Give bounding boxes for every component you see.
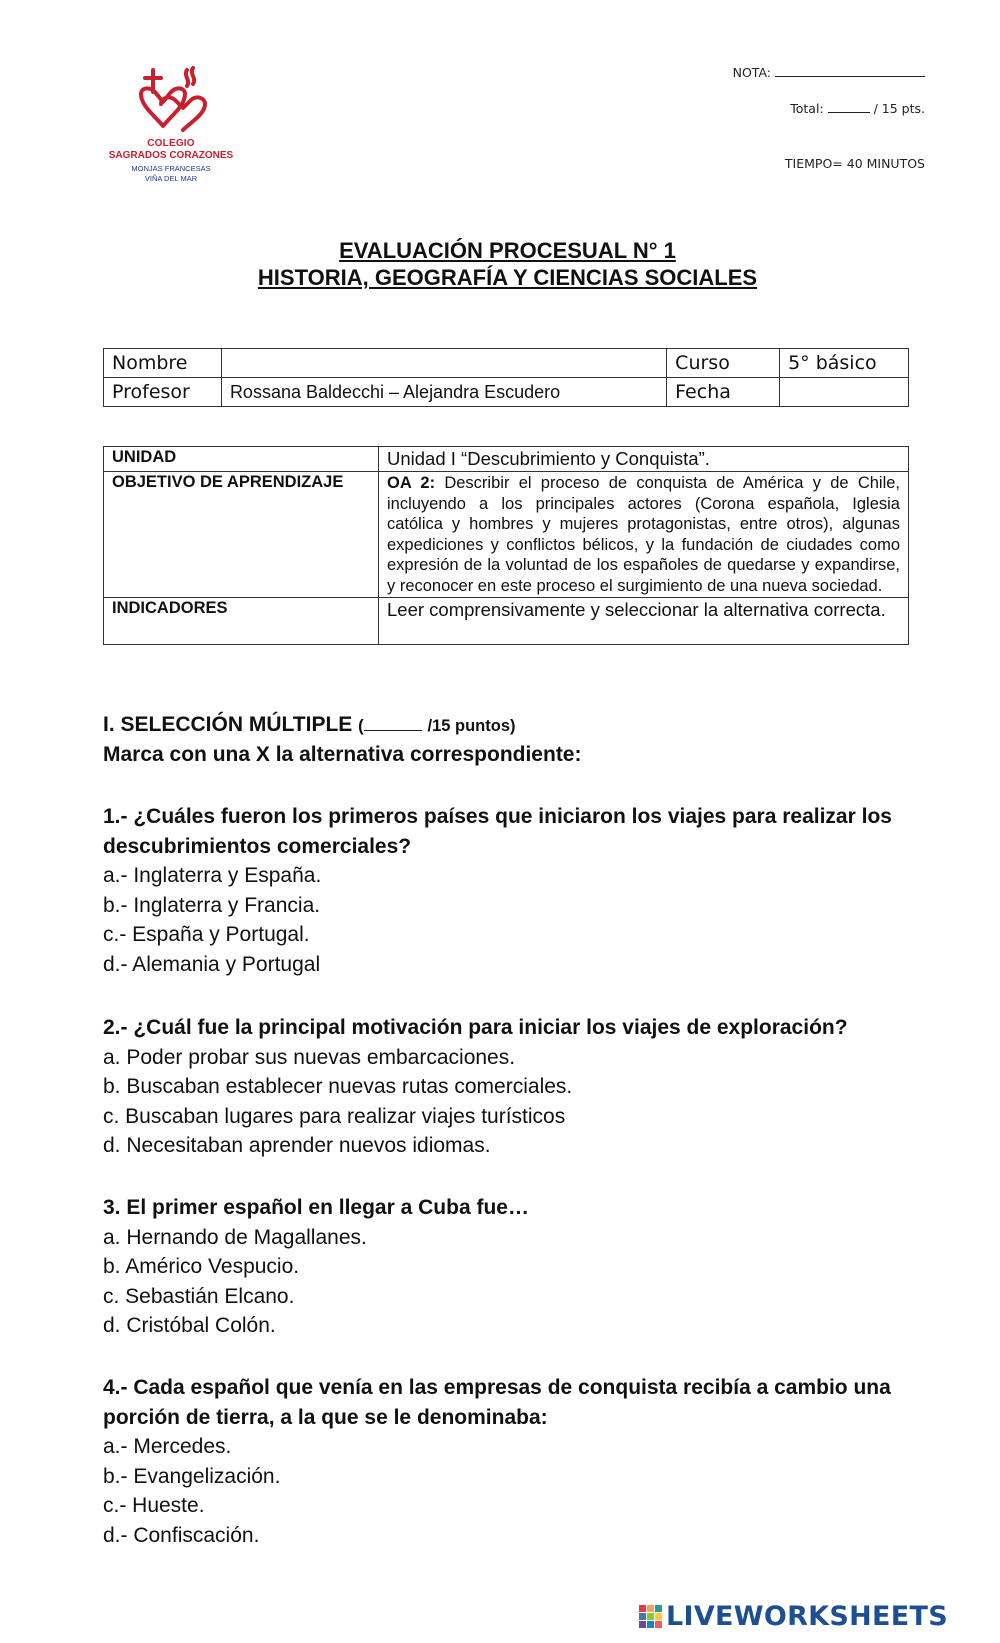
logo-line-school-name: SAGRADOS CORAZONES	[108, 150, 234, 161]
school-logo	[104, 62, 238, 194]
option-c[interactable]: c.- Hueste.	[103, 1494, 205, 1517]
fecha-label: Fecha	[667, 378, 780, 407]
objetivo-label: OBJETIVO DE APRENDIZAJE	[104, 472, 379, 598]
option-a[interactable]: a.- Mercedes.	[103, 1435, 232, 1458]
section-score-open: (	[358, 717, 364, 735]
nombre-field[interactable]	[221, 349, 666, 378]
logo-line-order: MONJAS FRANCESAS	[131, 164, 211, 173]
option-c[interactable]: c. Sebastián Elcano.	[103, 1284, 295, 1308]
learning-objectives-table	[103, 446, 909, 645]
fecha-field[interactable]	[780, 378, 909, 407]
profesor-value: Rossana Baldecchi – Alejandra Escudero	[221, 378, 666, 407]
student-info-table	[103, 348, 909, 407]
option-d[interactable]: d.- Alemania y Portugal	[103, 952, 321, 976]
question-text: 1.- ¿Cuáles fueron los primeros países que iniciaron los viajes para realizar los descubrimientos comerciales?	[103, 805, 892, 858]
table-row	[104, 472, 909, 598]
option-a[interactable]: a.- Inglaterra y España.	[103, 864, 322, 887]
question-1	[103, 802, 923, 979]
section-title	[103, 713, 516, 737]
option-d[interactable]: d.- Confiscación.	[103, 1523, 260, 1547]
question-3	[103, 1193, 923, 1341]
total-score-field	[790, 101, 925, 116]
objetivo-text: Describir el proceso de conquista de América y de Chile, incluyendo a los principales actores (Corona española, Iglesia católica y hombres y mujeres protagonistas, entre otros), algunas expediciones y conflictos bélicos, y la fundación de ciudades como expresión de la voluntad de los españoles de quedarse y expandirse, y reconocer en este proceso el surgimiento de una nueva sociedad.	[387, 474, 900, 595]
profesor-label: Profesor	[104, 378, 222, 407]
total-label: Total:	[790, 101, 824, 116]
objetivo-value	[379, 472, 909, 598]
option-b[interactable]: b.- Inglaterra y Francia.	[103, 893, 321, 917]
table-row	[104, 598, 909, 645]
option-b[interactable]: b. Américo Vespucio.	[103, 1255, 300, 1278]
option-a[interactable]: a. Poder probar sus nuevas embarcaciones.	[103, 1045, 516, 1069]
section-score-close: /15 puntos)	[427, 717, 516, 735]
section-heading: I. SELECCIÓN MÚLTIPLE	[103, 713, 353, 736]
exam-title: EVALUACIÓN PROCESUAL N° 1	[339, 238, 676, 263]
question-text: 3. El primer español en llegar a Cuba fue…	[103, 1196, 529, 1219]
nombre-label: Nombre	[104, 349, 222, 378]
question-4	[103, 1373, 923, 1550]
section-score-blank[interactable]	[364, 730, 422, 731]
section-instruction: Marca con una X la alternativa correspondiente:	[103, 743, 582, 766]
option-c[interactable]: c.- España y Portugal.	[103, 923, 310, 946]
total-blank[interactable]	[828, 112, 870, 113]
unidad-value: Unidad I “Descubrimiento y Conquista”.	[379, 447, 909, 472]
grade-field	[733, 65, 925, 80]
exam-subject: HISTORIA, GEOGRAFÍA Y CIENCIAS SOCIALES	[257, 265, 758, 290]
table-row	[104, 447, 909, 472]
option-d[interactable]: d. Necesitaban aprender nuevos idiomas.	[103, 1134, 491, 1157]
table-row	[104, 349, 909, 378]
curso-value: 5° básico	[780, 349, 909, 378]
sacred-hearts-icon	[131, 62, 211, 134]
indicadores-value: Leer comprensivamente y seleccionar la alternativa correcta.	[379, 598, 909, 645]
grade-blank[interactable]	[775, 76, 925, 77]
brand-name: LIVEWORKSHEETS	[665, 1600, 948, 1632]
option-b[interactable]: b. Buscaban establecer nuevas rutas comerciales.	[103, 1075, 573, 1098]
unidad-label: UNIDAD	[104, 447, 379, 472]
question-text: 4.- Cada español que venía en las empresas de conquista recibía a cambio una porción de tierra, a la que se le denominaba:	[103, 1376, 891, 1429]
question-text: 2.- ¿Cuál fue la principal motivación para iniciar los viajes de exploración?	[103, 1016, 848, 1039]
option-a[interactable]: a. Hernando de Magallanes.	[103, 1225, 367, 1249]
liveworksheets-logo-icon	[639, 1605, 662, 1628]
time-limit: TIEMPO= 40 MINUTOS	[784, 156, 925, 171]
curso-label: Curso	[667, 349, 780, 378]
grade-label: NOTA:	[732, 65, 772, 80]
table-row	[104, 378, 909, 407]
indicadores-label: INDICADORES	[104, 598, 379, 645]
logo-line-city: VIÑA DEL MAR	[144, 174, 198, 183]
total-suffix: / 15 pts.	[873, 101, 925, 116]
option-d[interactable]: d. Cristóbal Colón.	[103, 1314, 276, 1337]
liveworksheets-brand[interactable]	[639, 1600, 948, 1632]
option-c[interactable]: c. Buscaban lugares para realizar viajes turísticos	[103, 1104, 566, 1128]
objetivo-code: OA 2:	[387, 474, 436, 492]
question-2	[103, 1013, 923, 1161]
logo-line-colegio: COLEGIO	[147, 138, 195, 149]
option-b[interactable]: b.- Evangelización.	[103, 1464, 281, 1488]
